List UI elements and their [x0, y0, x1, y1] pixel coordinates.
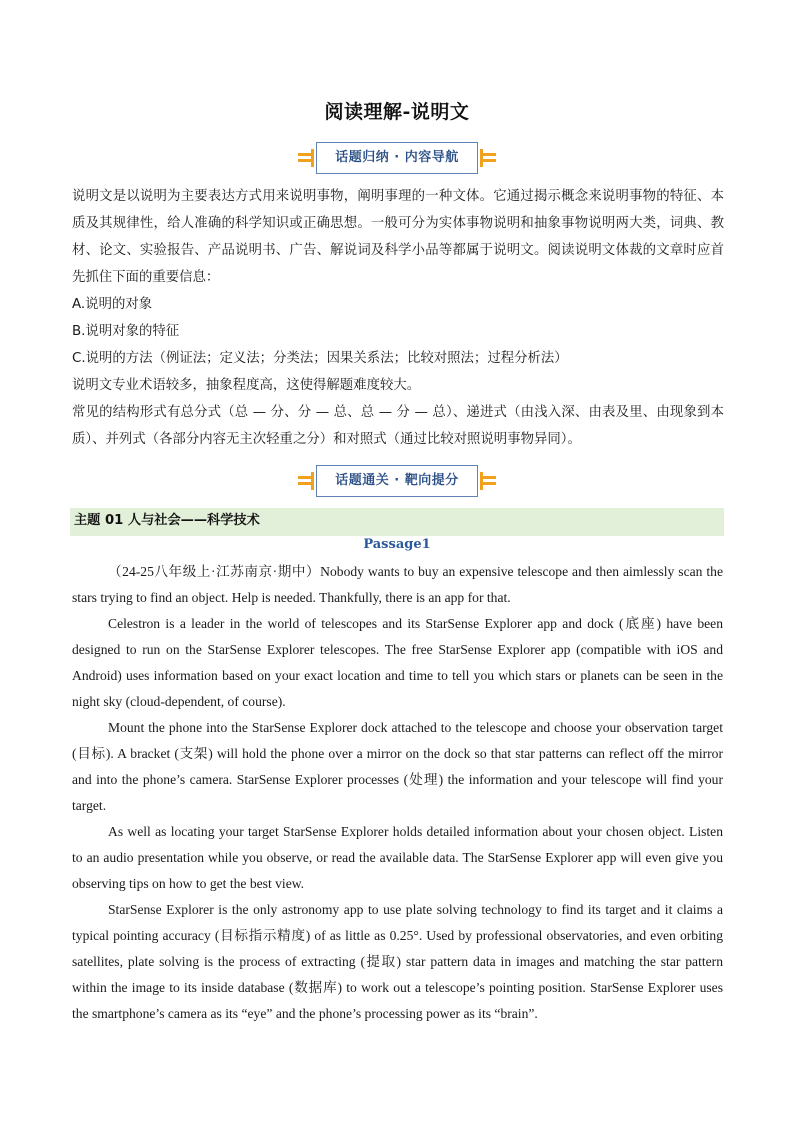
passage-paragraph: Celestron is a leader in the world of telescopes and its StarSense Explorer app and dock (底座) have been designed to run on the StarSense Explorer telescopes. The free StarSense Explorer app (compatible with iOS and Android) uses information based on your exact location and time to tell you which stars or planets can be seen in the night sky (cloud-dependent, of course).: [72, 616, 723, 709]
intro-paragraph: 说明文是以说明为主要表达方式用来说明事物，阐明事理的一种文体。它通过揭示概念来说明事物的特征、本质及其规律性，给人准确的科学知识或正确思想。一般可分为实体事物说明和抽象事物说明两大类，词典、教材、论文、实验报告、产品说明书、广告、解说词及科学小品等都属于说明文。阅读说明文体裁的文章时应首先抓住下面的重要信息：: [72, 189, 724, 285]
banner-decoration-icon: [298, 475, 314, 487]
document-title: 阅读理解-说明文: [324, 101, 470, 123]
topic-heading-bar: [70, 508, 724, 536]
intro-note: 说明文专业术语较多，抽象程度高，这使得解题难度较大。: [72, 378, 421, 393]
intro-structure: 常见的结构形式有总分式（总 — 分、分 — 总、总 — 分 — 总）、递进式（由浅入深、由表及里、由现象到本质）、并列式（各部分内容无主次轻重之分）和对照式（通过比较对照说明事物异同）。: [72, 405, 724, 447]
passage-label: Passage1: [363, 537, 431, 552]
intro-item-b: B.说明对象的特征: [72, 324, 180, 339]
passage-paragraph: As well as locating your target StarSense Explorer holds detailed information about your chosen object. Listen to an audio presentation while you observe, or read the available data. The StarSense Explorer app will even give you observing tips on how to get the best view.: [72, 824, 723, 891]
banner-decoration-icon: [480, 152, 496, 164]
banner-decoration-icon: [298, 152, 314, 164]
intro-text: [72, 183, 724, 453]
passage-text: [72, 559, 723, 1027]
intro-item-a: A.说明的对象: [72, 297, 153, 312]
intro-item-c: C.说明的方法（例证法；定义法；分类法；因果关系法；比较对照法；过程分析法）: [72, 351, 568, 366]
topic-heading: 主题 01 人与社会——科学技术: [74, 513, 260, 528]
section-banner-practice: [294, 465, 500, 499]
passage-paragraph: StarSense Explorer is the only astronomy app to use plate solving technology to find its target and it claims a typical pointing accuracy (目标指示精度) of as little as 0.25°. Used by professional observatories, and even orbiting satellites, plate solving is the process of extracting (提取) star pattern data in images and matching the star pattern within the image to its inside database (数据库) to work out a telescope’s pointing position. StarSense Explorer uses the smartphone’s camera as its “eye” and the phone’s processing power as its “brain”.: [72, 902, 723, 1021]
passage-paragraph: （24-25八年级上·江苏南京·期中）Nobody wants to buy an expensive telescope and then aimlessly scan the stars trying to find an object. Help is needed. Thankfully, there is an app for that.: [72, 564, 723, 605]
passage-paragraph: Mount the phone into the StarSense Explorer dock attached to the telescope and choose your observation target (目标). A bracket (支架) will hold the phone over a mirror on the dock so that star patterns can reflect off the mirror and into the phone’s camera. StarSense Explorer processes (处理) the information and your telescope will find your target.: [72, 720, 723, 813]
section-banner-label: 话题通关 · 靶向提分: [335, 473, 459, 488]
banner-decoration-icon: [480, 475, 496, 487]
section-banner-topic-summary: [294, 142, 500, 176]
section-banner-label: 话题归纳 · 内容导航: [335, 150, 459, 165]
